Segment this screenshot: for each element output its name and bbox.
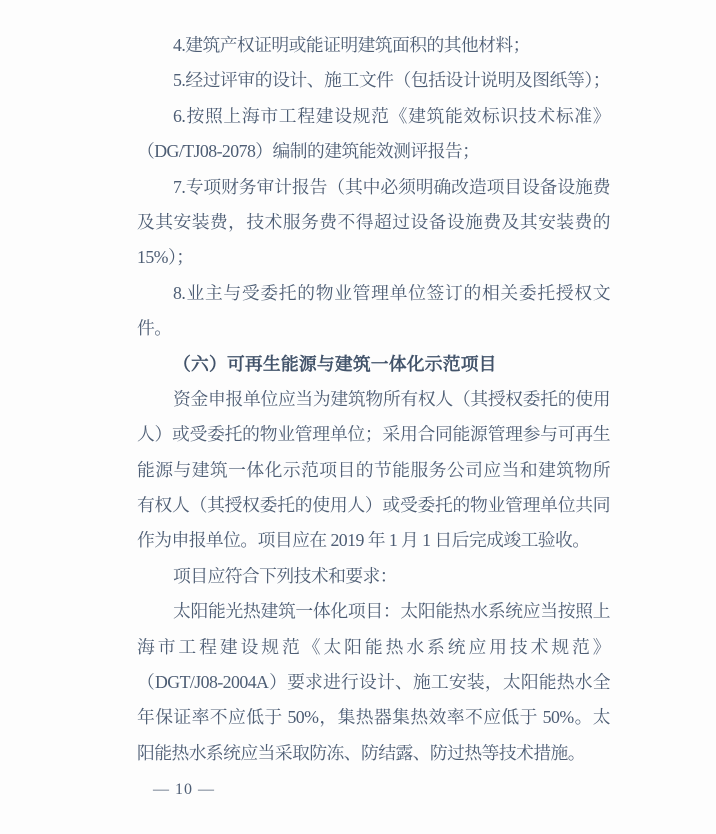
text-line: 有权人（其授权委托的使用人）或受委托的物业管理单位共同: [137, 495, 610, 516]
text-line: （DGT/J08-2004A）要求进行设计、施工安装，太阳能热水全: [137, 672, 610, 693]
text-line: （DG/TJ08-2078）编制的建筑能效测评报告；: [137, 141, 480, 162]
text-line: 人）或受委托的物业管理单位；采用合同能源管理参与可再生: [137, 424, 610, 445]
text-line: 4.建筑产权证明或能证明建筑面积的其他材料；: [173, 35, 530, 55]
document-body: [137, 28, 610, 771]
text-line: 6.按照上海市工程建设规范《建筑能效标识技术标准》: [173, 105, 610, 126]
text-line: 及其安装费，技术服务费不得超过设备设施费及其安装费的: [137, 211, 610, 232]
text-line: 5.经过评审的设计、施工文件（包括设计说明及图纸等）；: [173, 70, 610, 91]
text-line: 能源与建筑一体化示范项目的节能服务公司应当和建筑物所: [137, 459, 610, 480]
text-line: 作为申报单位。项目应在 2019 年 1 月 1 日后完成竣工验收。: [137, 530, 590, 551]
text-line: 海市工程建设规范《太阳能热水系统应用技术规范》: [137, 636, 610, 657]
text-line: 8.业主与受委托的物业管理单位签订的相关委托授权文: [173, 282, 610, 303]
page-number: — 10 —: [153, 781, 215, 798]
text-line: 件。: [137, 318, 172, 339]
text-line: 7.专项财务审计报告（其中必须明确改造项目设备设施费: [173, 176, 610, 197]
text-line: 年保证率不应低于 50%，集热器集热效率不应低于 50%。太: [137, 707, 610, 728]
text-line: 阳能热水系统应当采取防冻、防结露、防过热等技术措施。: [137, 742, 586, 763]
text-line: 太阳能光热建筑一体化项目：太阳能热水系统应当按照上: [173, 601, 610, 622]
text-line: 资金申报单位应当为建筑物所有权人（其授权委托的使用: [173, 388, 610, 409]
text-line: 15%）；: [137, 247, 194, 268]
text-line: 项目应符合下列技术和要求：: [173, 565, 398, 586]
section-heading: （六）可再生能源与建筑一体化示范项目: [173, 353, 497, 374]
